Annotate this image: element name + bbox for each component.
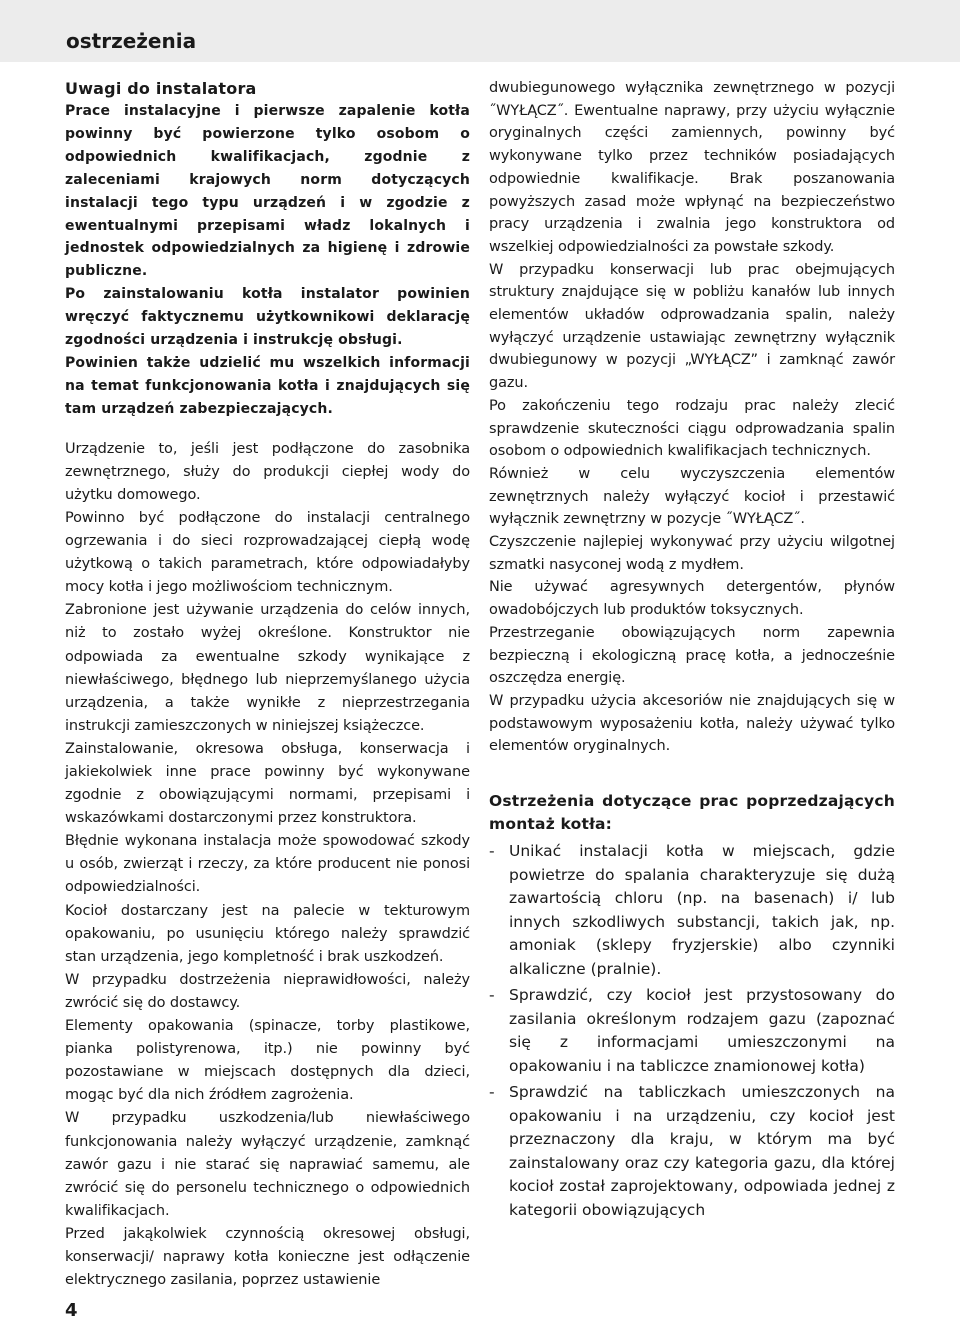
list-item-text: Sprawdzić na tabliczkach umieszczonych na opakowaniu i na urządzeniu, czy kocioł jest przeznaczony dla kraju, w którym ma być zainstalowany oraz czy kategoria gazu, dla której kocioł został zaprojektowany, odpowiada jednej z kategorii obowiązujących — [509, 1083, 895, 1219]
list-item-text: Unikać instalacji kotła w miejscach, gdzie powietrze do spalania charakteryzuje się dużą zawartością chloru (np. na basenach) i/ lub innych szkodliwych substancji, takich jak, np. amoniak (sklepy fryzjerskie) albo czynniki alkaliczne (pralnie). — [509, 842, 895, 978]
body-paragraph: Czyszczenie najlepiej wykonywać przy użyciu wilgotnej szmatki nasyconej wodą z mydłem. — [489, 534, 895, 573]
body-paragraph: W przypadku użycia akcesoriów nie znajdujących się w podstawowym wyposażeniu kotła, należy używać tylko elementów oryginalnych. — [489, 692, 895, 755]
left-column — [65, 78, 470, 1292]
installer-paragraph: Prace instalacyjne i pierwsze zapalenie kotła powinny być powierzone tylko osobom o odpowiednich kwalifikacjach, zgodnie z zaleceniami krajowych norm dotyczących instalacji tego typu urządzeń i w zgodzie z ewentualnymi przepisami władz lokalnych i jednostek odpowiedzialnych za higienę i zdrowie publiczne. — [65, 103, 470, 280]
list-item — [489, 984, 895, 1078]
body-paragraph: W przypadku konserwacji lub prac obejmujących struktury znajdujące się w pobliżu kanałów lub innych elementów układów odprowadzania spalin, należy wyłączyć urządzenie ustawiając zewnętrzny wyłącznik dwubiegunowy w pozycji „WYŁĄCZ” i zamknąć zawór gazu. — [489, 261, 895, 392]
list-dash: - — [489, 1083, 495, 1102]
warnings-heading: Ostrzeżenia dotyczące prac poprzedzających montaż kotła: — [489, 792, 895, 834]
body-paragraph: W przypadku dostrzeżenia nieprawidłowości, należy zwrócić się do dostawcy. — [65, 971, 470, 1011]
body-paragraph: Kocioł dostarczany jest na palecie w tekturowym opakowaniu, po usunięciu którego należy sprawdzić stan urządzenia, jego kompletność i brak uszkodzeń. — [65, 902, 470, 965]
list-dash: - — [489, 986, 495, 1005]
body-paragraph: Urządzenie to, jeśli jest podłączone do zasobnika zewnętrznego, służy do produkcji ciepłej wody do użytku domowego. — [65, 440, 470, 503]
right-column — [489, 77, 895, 1225]
list-item — [489, 1081, 895, 1222]
section-title: ostrzeżenia — [66, 29, 197, 53]
body-paragraph: Po zakończeniu tego rodzaju prac należy zlecić sprawdzenie skuteczności ciągu odprowadzania spalin osobom o odpowiednich kwalifikacjach technicznych. — [489, 397, 895, 460]
body-paragraph: dwubiegunowego wyłącznika zewnętrznego w pozycji ˝WYŁĄCZ˝. Ewentualne naprawy, przy użyciu wyłącznie oryginalnych części zamiennych, powinny być wykonywane tylko przez techników posiadających odpowiednie kwalifikacje. Brak poszanowania powyższych zasad może wpłynąć na bezpieczeństwo pracy urządzenia i zwalnia jego konstruktora od wszelkiej odpowiedzialności za powstałe szkody. — [489, 80, 895, 255]
installer-paragraph: Powinien także udzielić mu wszelkich informacji na temat funkcjonowania kotła i znajdujących się tam urządzeń zabezpieczających. — [65, 354, 470, 417]
body-paragraph: Przestrzeganie obowiązujących norm zapewnia bezpieczną i ekologiczną pracę kotła, a jednocześnie oszczędza energię. — [489, 624, 895, 687]
list-dash: - — [489, 842, 495, 861]
body-paragraph: Elementy opakowania (spinacze, torby plastikowe, pianka polistyrenowa, itp.) nie powinny być pozostawiane w miejscach dostępnych dla dzieci, mogąc być dla nich źródłem zagrożenia. — [65, 1018, 470, 1104]
body-paragraph: Powinno być podłączone do instalacji centralnego ogrzewania i do sieci rozprowadzającej ciepłą wodę użytkową o takich parametrach, które odpowiadałyby mocy kotła i jego możliwościom technicznym. — [65, 509, 470, 596]
list-item-text: Sprawdzić, czy kocioł jest przystosowany do zasilania określonym rodzajem gazu (zapoznać się z informacjami umieszczonymi na opakowaniu i na tabliczce znamionowej kotła) — [509, 986, 895, 1075]
body-paragraph: Zabronione jest używanie urządzenia do celów innych, niż to zostało wyżej określone. Konstruktor nie odpowiada za ewentualne szkody wynikające z niewłaściwego, błędnego lub nieprzemyślanego użycia urządzenia, a także wynikłe z nieprzestrzegania instrukcji zamieszczonych w niniejszej książeczce. — [65, 602, 470, 734]
installer-notes-heading: Uwagi do instalatora — [65, 79, 257, 98]
installer-paragraph: Po zainstalowaniu kotła instalator powinien wręczyć faktycznemu użytkownikowi deklarację zgodności urządzenia i instrukcję obsługi. — [65, 286, 470, 349]
warnings-list — [489, 840, 895, 1222]
body-paragraph: Błędnie wykonana instalacja może spowodować szkody u osób, zwierząt i rzeczy, za które producent nie ponosi odpowiedzialności. — [65, 833, 470, 896]
body-paragraph: Przed jakąkolwiek czynnością okresowej obsługi, konserwacji/ naprawy kotła konieczne jest odłączenie elektrycznego zasilania, poprzez ustawienie — [65, 1225, 470, 1289]
body-paragraph: W przypadku uszkodzenia/lub niewłaściwego funkcjonowania należy wyłączyć urządzenie, zamknąć zawór gazu i nie starać się naprawiać samemu, ale zwrócić się do personelu technicznego o odpowiednich kwalifikacjach. — [65, 1110, 470, 1219]
body-paragraph: Zainstalowanie, okresowa obsługa, konserwacja i jakiekolwiek inne prace powinny być wykonywane zgodnie z obowiązującymi normami, przepisami i wskazówkami dostarczonymi przez konstruktora. — [65, 740, 470, 827]
body-paragraph: Nie używać agresywnych detergentów, płynów owadobójczych lub produktów toksycznych. — [489, 579, 895, 619]
page-number: 4 — [65, 1300, 78, 1321]
list-item — [489, 840, 895, 981]
body-paragraph: Również w celu wyczyszczenia elementów zewnętrznych należy wyłączyć kocioł i przestawić wyłącznik zewnętrzny w pozycje ˝WYŁĄCZ˝. — [489, 465, 895, 528]
